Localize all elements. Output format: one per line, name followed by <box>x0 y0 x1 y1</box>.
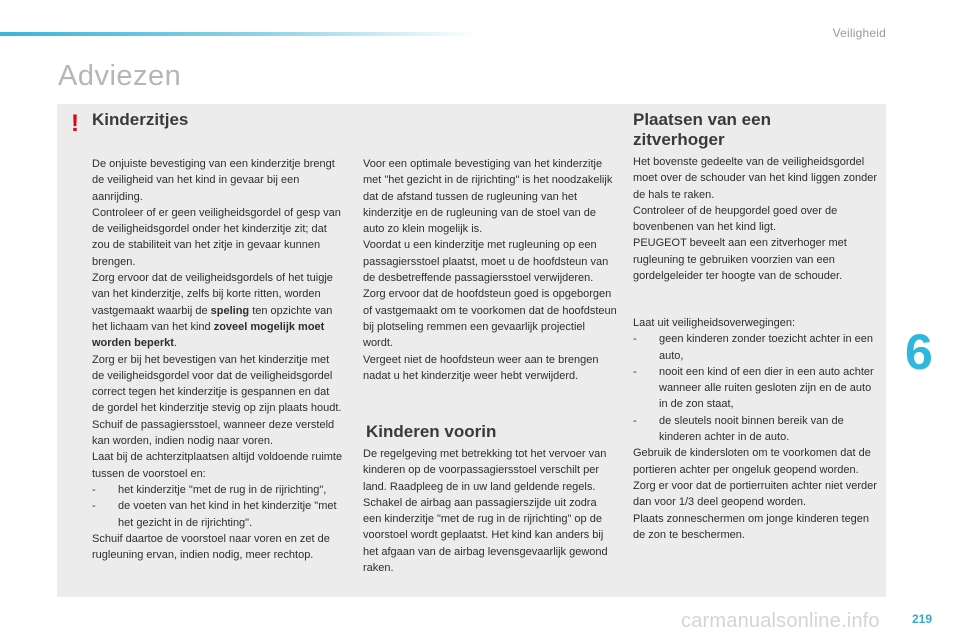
column-1-text <box>92 156 344 563</box>
paragraph: Plaats zonneschermen om jonge kinderen tegen de zon te beschermen. <box>633 512 870 541</box>
chapter-number: 6 <box>905 324 933 380</box>
heading-kinderzitjes: Kinderzitjes <box>92 110 189 129</box>
paragraph: Vergeet niet de hoofdsteun weer aan te brengen nadat u het kinderzitje weer hebt verwijderd. <box>363 353 599 382</box>
list-item: - nooit een kind of een dier in een auto achter wanneer alle ruiten gesloten zijn en de auto in de zon staat, <box>633 365 874 411</box>
paragraph: Schuif daartoe de voorstoel naar voren en zet de rugleuning ervan, indien nodig, meer rechtop. <box>92 532 330 562</box>
heading-zitverhoger: Plaatsen van een zitverhoger <box>633 110 771 149</box>
paragraph: Voor een optimale bevestiging van het kinderzitje met "het gezicht in de rijrichting" is het noodzakelijk dat de afstand tussen de rugleuning van het kinderzitje en de rugleuning van de stoel van de auto zo klein mogelijk is. <box>363 158 613 236</box>
paragraph: Gebruik de kindersloten om te voorkomen dat de portieren achter per ongeluk geopend worden. <box>633 447 871 476</box>
column-2-text-bottom <box>363 446 617 576</box>
list-item: - geen kinderen zonder toezicht achter in een auto, <box>633 333 874 362</box>
paragraph: Zorg ervoor dat de hoofdsteun goed is opgeborgen of vastgemaakt om te voorkomen dat de hoofdsteun bij plotseling remmen een gevaarlijk projectiel wordt. <box>363 288 617 350</box>
exclamation-icon: ! <box>71 110 79 137</box>
paragraph: Schakel de airbag aan passagierszijde uit zodra een kinderzitje "met de rug in de rijrichting" op de voorstoel wordt geplaatst. Het kind kan anders bij het afgaan van de airbag levensgevaarlijk gewond raken. <box>363 496 608 575</box>
column-2-text <box>363 156 617 384</box>
paragraph: Laat bij de achterzitplaatsen altijd voldoende ruimte tussen de voorstoel en: <box>92 451 343 480</box>
heading-kinderen-voorin: Kinderen voorin <box>366 422 497 441</box>
page-title: Adviezen <box>58 60 182 92</box>
paragraph: Voordat u een kinderzitje met rugleuning op een passagiersstoel plaatst, moet u de hoofdsteun van de desbetreffende passagiersstoel verwijderen. <box>363 239 609 285</box>
paragraph: De regelgeving met betrekking tot het vervoer van kinderen op de voorpassagiersstoel verschilt per land. Raadpleeg de in uw land geldende regels. <box>363 448 607 493</box>
list-item: - het kinderzitje "met de rug in de rijrichting", <box>92 483 327 496</box>
watermark: carmanualsonline.info <box>681 610 880 632</box>
paragraph: Controleer of de heupgordel goed over de bovenbenen van het kind ligt. <box>633 204 838 234</box>
paragraph: Zorg er voor dat de portierruiten achter niet verder dan voor 1/3 deel geopend worden. <box>633 479 877 509</box>
section-name: Veiligheid <box>832 26 886 40</box>
paragraph: Controleer of er geen veiligheidsgordel of gesp van de veiligheidsgordel onder het kinderzitje zit; dat zou de stabiliteit van het zitje in gevaar kunnen brengen. <box>92 206 341 268</box>
list-item: - de voeten van het kind in het kinderzitje "met het gezicht in de rijrichting". <box>92 500 337 529</box>
header-accent-bar <box>0 32 480 36</box>
list-item: - de sleutels nooit binnen bereik van de kinderen achter in de auto. <box>633 414 844 444</box>
column-3-text-bottom <box>633 315 879 543</box>
paragraph: De onjuiste bevestiging van een kinderzitje brengt de veiligheid van het kind in gevaar bij een aanrijding. <box>92 158 335 203</box>
paragraph: Het bovenste gedeelte van de veiligheidsgordel moet over de schouder van het kind liggen zonder de hals te raken. <box>633 156 877 201</box>
paragraph: Laat uit veiligheidsoverwegingen: <box>633 317 796 329</box>
paragraph: Zorg ervoor dat de veiligheidsgordels of het tuigje van het kinderzitje, zelfs bij korte ritten, worden vastgemaakt waarbij de speling ten opzichte van het lichaam van het kind zoveel mogelijk moet worden beperkt. <box>92 272 333 350</box>
column-3-text <box>633 154 879 284</box>
paragraph: PEUGEOT beveelt aan een zitverhoger met rugleuning te gebruiken voorzien van een gordelgeleider ter hoogte van de schouder. <box>633 237 847 283</box>
paragraph: Zorg er bij het bevestigen van het kinderzitje met de veiligheidsgordel voor dat de veiligheidsgordel correct tegen het kinderzitje is gespannen en dat de gordel het kinderzitje stevig op zijn plaats houdt. Schuif de passagiersstoel, wanneer deze versteld kan worden, indien nodig naar voren. <box>92 353 342 448</box>
page-number: 219 <box>912 612 933 626</box>
